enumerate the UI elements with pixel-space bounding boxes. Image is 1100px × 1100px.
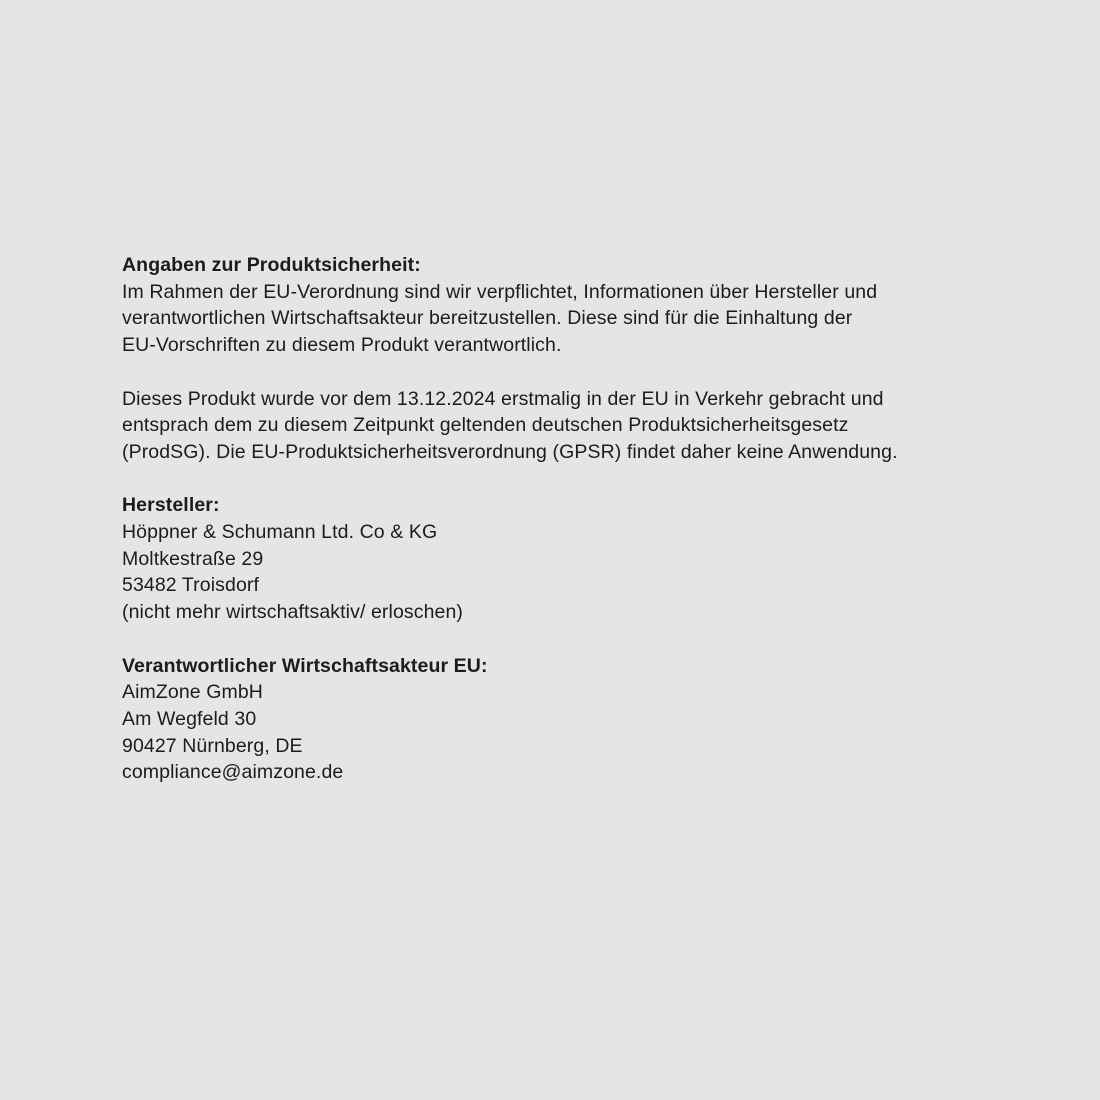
text-line: Dieses Produkt wurde vor dem 13.12.2024 erstmalig in der EU in Verkehr gebracht und [122, 387, 884, 410]
responsible-operator-heading: Verantwortlicher Wirtschaftsakteur EU: [122, 654, 488, 677]
responsible-operator-section [122, 653, 1002, 787]
manufacturer-heading: Hersteller: [122, 494, 220, 517]
transition-notice-paragraph [122, 386, 1002, 466]
responsible-operator-email: compliance@aimzone.de [122, 761, 344, 784]
manufacturer-name: Höppner & Schumann Ltd. Co & KG [122, 521, 438, 543]
product-safety-notice [122, 252, 1002, 813]
manufacturer-street: Moltkestraße 29 [122, 547, 264, 570]
manufacturer-status-note: (nicht mehr wirtschaftsaktiv/ erloschen) [122, 601, 464, 624]
responsible-operator-city: 90427 Nürnberg, DE [122, 734, 303, 757]
intro-paragraph [122, 279, 1002, 359]
responsible-operator-name: AimZone GmbH [122, 681, 263, 704]
text-line: verantwortlichen Wirtschaftsakteur bereitzustellen. Diese sind für die Einhaltung der [122, 307, 853, 330]
text-line: EU-Vorschriften zu diesem Produkt verantwortlich. [122, 334, 562, 357]
page-title: Angaben zur Produktsicherheit: [122, 254, 421, 276]
text-line: Im Rahmen der EU-Verordnung sind wir verpflichtet, Informationen über Hersteller und [122, 280, 878, 303]
manufacturer-city: 53482 Troisdorf [122, 574, 260, 597]
text-line: entsprach dem zu diesem Zeitpunkt geltenden deutschen Produktsicherheitsgesetz [122, 414, 849, 437]
responsible-operator-street: Am Wegfeld 30 [122, 707, 257, 730]
manufacturer-section [122, 492, 1002, 626]
text-line: (ProdSG). Die EU-Produktsicherheitsverordnung (GPSR) findet daher keine Anwendung. [122, 440, 898, 463]
